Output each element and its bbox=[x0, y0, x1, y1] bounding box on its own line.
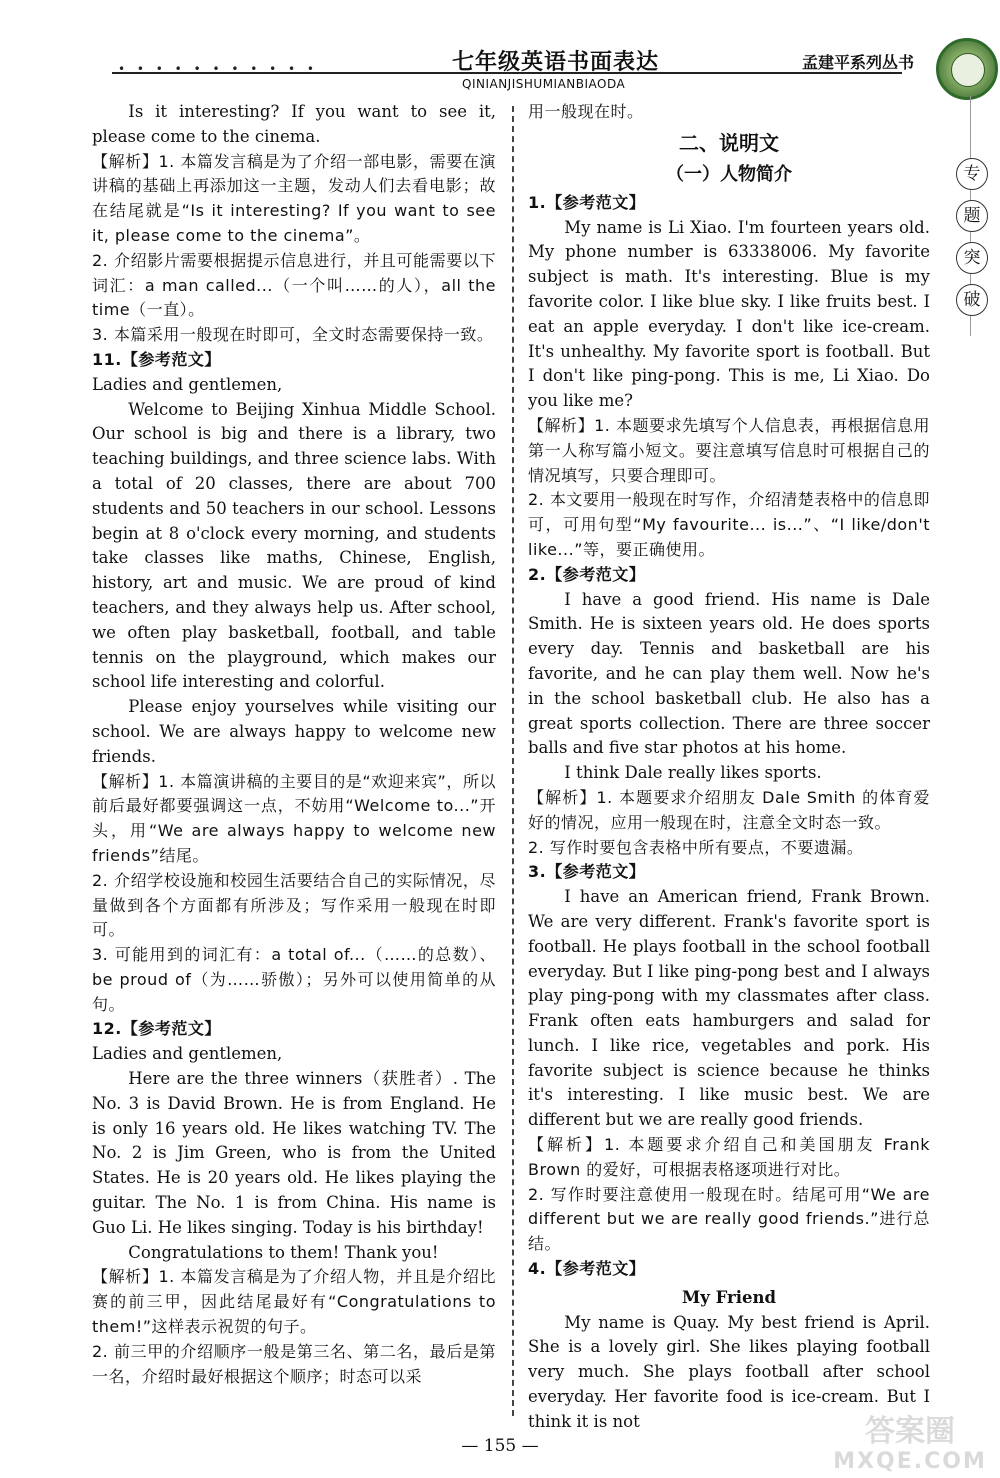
essay-11-paragraph-1: Welcome to Beijing Xinhua Middle School. Our school is big and there is a library, two teaching buildings, and three science labs. With a total of 20 classes, there are about 700 students and 50 teachers in our school. Lessons begin at 8 o'clock every morning, and students take classes like maths, Chinese, English, history, art and music. We are proud of kind teachers, and they always help us. After school, we often play basketball, football, and table tennis on the playground, which makes our school life interesting and colorful. bbox=[92, 399, 496, 692]
analysis-11-point-1: 【解析】1. 本篇演讲稿的主要目的是“欢迎来宾”，所以前后最好都要强调这一点，不妨用“Welcome to...”开头，用“We are always happy to welcome new friends”结尾。 bbox=[92, 771, 496, 865]
page-header bbox=[0, 0, 1000, 100]
essay-3-text: I have an American friend, Frank Brown. We are very different. Frank's favorite sport is football. He plays football in the school football everyday. But I like ping-pong best and I always play ping-pong with my classmates after class. Frank often eats hamburgers and salad for lunch. I like rice, vegetables and pork. His favorite subject is science because he thinks it's interesting. I like music best. We are different but we are really good friends. bbox=[528, 887, 930, 1130]
watermark-url: MXQE.COM bbox=[833, 1449, 987, 1474]
sample-2-heading: 2.【参考范文】 bbox=[528, 564, 646, 584]
side-tab-4: 破 bbox=[956, 284, 988, 316]
analysis-1-point-2: 2. 本文要用一般现在时写作，介绍清楚表格中的信息即可，可用句型“My favourite... is...”、“I like/don't like...”等，要正确使用。 bbox=[528, 490, 930, 559]
book-pinyin-title: QINIANJISHUMIANBIAODA bbox=[462, 77, 626, 91]
essay-2-paragraph-2: I think Dale really likes sports. bbox=[564, 763, 822, 783]
analysis-3-point-1: 【解析】1. 本题要求介绍自己和美国朋友 Frank Brown 的爱好，可根据表格逐项进行对比。 bbox=[528, 1135, 930, 1179]
watermark bbox=[830, 1412, 990, 1472]
sample-3-heading: 3.【参考范文】 bbox=[528, 862, 646, 882]
watermark-main: 答案圈 bbox=[865, 1414, 955, 1449]
essay-11-salutation: Ladies and gentlemen, bbox=[92, 374, 283, 394]
essay-2-paragraph-1: I have a good friend. His name is Dale Smith. He is sixteen years old. He does sports every day. Tennis and basketball are his favorite, and he can play them well. Now he's in the school basketball club. He also has a great sports collection. There are three soccer balls and five star photos at his home. bbox=[528, 589, 930, 758]
side-tabs bbox=[956, 158, 992, 326]
page-number: — 155 — bbox=[461, 1436, 539, 1456]
analysis-2-point-1: 【解析】1. 本题要求介绍朋友 Dale Smith 的体育爱好的情况，应用一般现在时，注意全文时态一致。 bbox=[528, 787, 930, 832]
sample-11-heading: 11.【参考范文】 bbox=[92, 349, 221, 369]
side-tab-2: 题 bbox=[956, 200, 988, 232]
essay-12-paragraph-1: Here are the three winners（获胜者）. The No. 3 is David Brown. He is from England. He is only 16 years old. He likes watching TV. The No. 2 is Jim Green, who is from the United States. He is 20 years old. He likes playing the guitar. The No. 1 is from China. His name is Guo Li. He likes singing. Today is his birthday! bbox=[92, 1069, 496, 1237]
subsection-heading: （一）人物简介 bbox=[666, 163, 792, 185]
essay-1-text: My name is Li Xiao. I'm fourteen years old. My phone number is 63338006. My favorite subject is math. It's interesting. Blue is my favorite color. I like blue sky. I like fruits best. I eat an apple everyday. I don't like ice-cream. It's unhealthy. My favorite sport is football. But I don't like ping-pong. This is me, Li Xiao. Do you like me? bbox=[528, 217, 930, 411]
essay-12-paragraph-2: Congratulations to them! Thank you! bbox=[128, 1242, 439, 1262]
side-tab-3: 突 bbox=[956, 242, 988, 274]
analysis-2-point-2: 2. 写作时要包含表格中所有要点，不要遗漏。 bbox=[528, 837, 864, 857]
analysis-11-point-3: 3. 可能用到的词汇有：a total of...（……的总数）、be proud of（为……骄傲）；另外可以使用简单的从句。 bbox=[92, 945, 496, 1014]
analysis-12-continued: 用一般现在时。 bbox=[528, 102, 644, 121]
side-tab-1: 专 bbox=[956, 158, 988, 190]
essay-4-text: My name is Quay. My best friend is April. She is a lovely girl. She likes playing football very much. She plays football after school everyday. Her favorite food is ice-cream. But I think it is not bbox=[528, 1312, 930, 1431]
left-column bbox=[92, 100, 496, 1389]
analysis-10-point-2: 2. 介绍影片需要根据提示信息进行，并且可能需要以下词汇：a man called...（一个叫……的人），all the time（一直）。 bbox=[92, 250, 496, 320]
essay-4-title: My Friend bbox=[681, 1287, 776, 1307]
analysis-11-point-2: 2. 介绍学校设施和校园生活要结合自己的实际情况，尽量做到各个方面都有所涉及；写作采用一般现在时即可。 bbox=[92, 870, 496, 940]
sample-12-heading: 12.【参考范文】 bbox=[92, 1019, 221, 1039]
header-dots: • • • • • • • • • • • bbox=[118, 62, 319, 76]
right-column bbox=[528, 100, 930, 1435]
analysis-10-point-3: 3. 本篇采用一般现在时即可，全文时态需要保持一致。 bbox=[92, 325, 494, 345]
essay-11-paragraph-2: Please enjoy yourselves while visiting our school. We are always happy to welcome new friends. bbox=[92, 697, 496, 766]
sample-1-heading: 1.【参考范文】 bbox=[528, 192, 646, 212]
analysis-1-point-1: 【解析】1. 本题要求先填写个人信息表，再根据信息用第一人称写篇小短文。要注意填写信息时可根据自己的情况填写，只要合理即可。 bbox=[528, 415, 930, 485]
sample-4-heading: 4.【参考范文】 bbox=[528, 1259, 646, 1279]
analysis-12-point-1: 【解析】1. 本篇发言稿是为了介绍人物，并且是介绍比赛的前三甲，因此结尾最好有“Congratulations to them!”这样表示祝贺的句子。 bbox=[92, 1267, 496, 1337]
analysis-10-point-1: 【解析】1. 本篇发言稿是为了介绍一部电影，需要在演讲稿的基础上再添加这一主题，发动人们去看电影；故在结尾就是“Is it interesting? If you want to see it, please come to the cinema”。 bbox=[92, 151, 496, 245]
series-seal-icon bbox=[936, 38, 998, 100]
essay-10-ending: Is it interesting? If you want to see it, please come to the cinema. bbox=[92, 102, 496, 146]
book-title: 七年级英语书面表达 bbox=[452, 49, 660, 75]
analysis-3-point-2: 2. 写作时要注意使用一般现在时。结尾可用“We are different but we are really good friends.”进行总结。 bbox=[528, 1184, 930, 1254]
analysis-12-point-2: 2. 前三甲的介绍顺序一般是第三名、第二名，最后是第一名，介绍时最好根据这个顺序；时态可以采 bbox=[92, 1341, 496, 1386]
essay-12-salutation: Ladies and gentlemen, bbox=[92, 1044, 283, 1064]
section-heading: 二、说明文 bbox=[679, 130, 779, 155]
series-name: 孟建平系列丛书 bbox=[802, 53, 915, 72]
column-divider bbox=[512, 106, 514, 1416]
